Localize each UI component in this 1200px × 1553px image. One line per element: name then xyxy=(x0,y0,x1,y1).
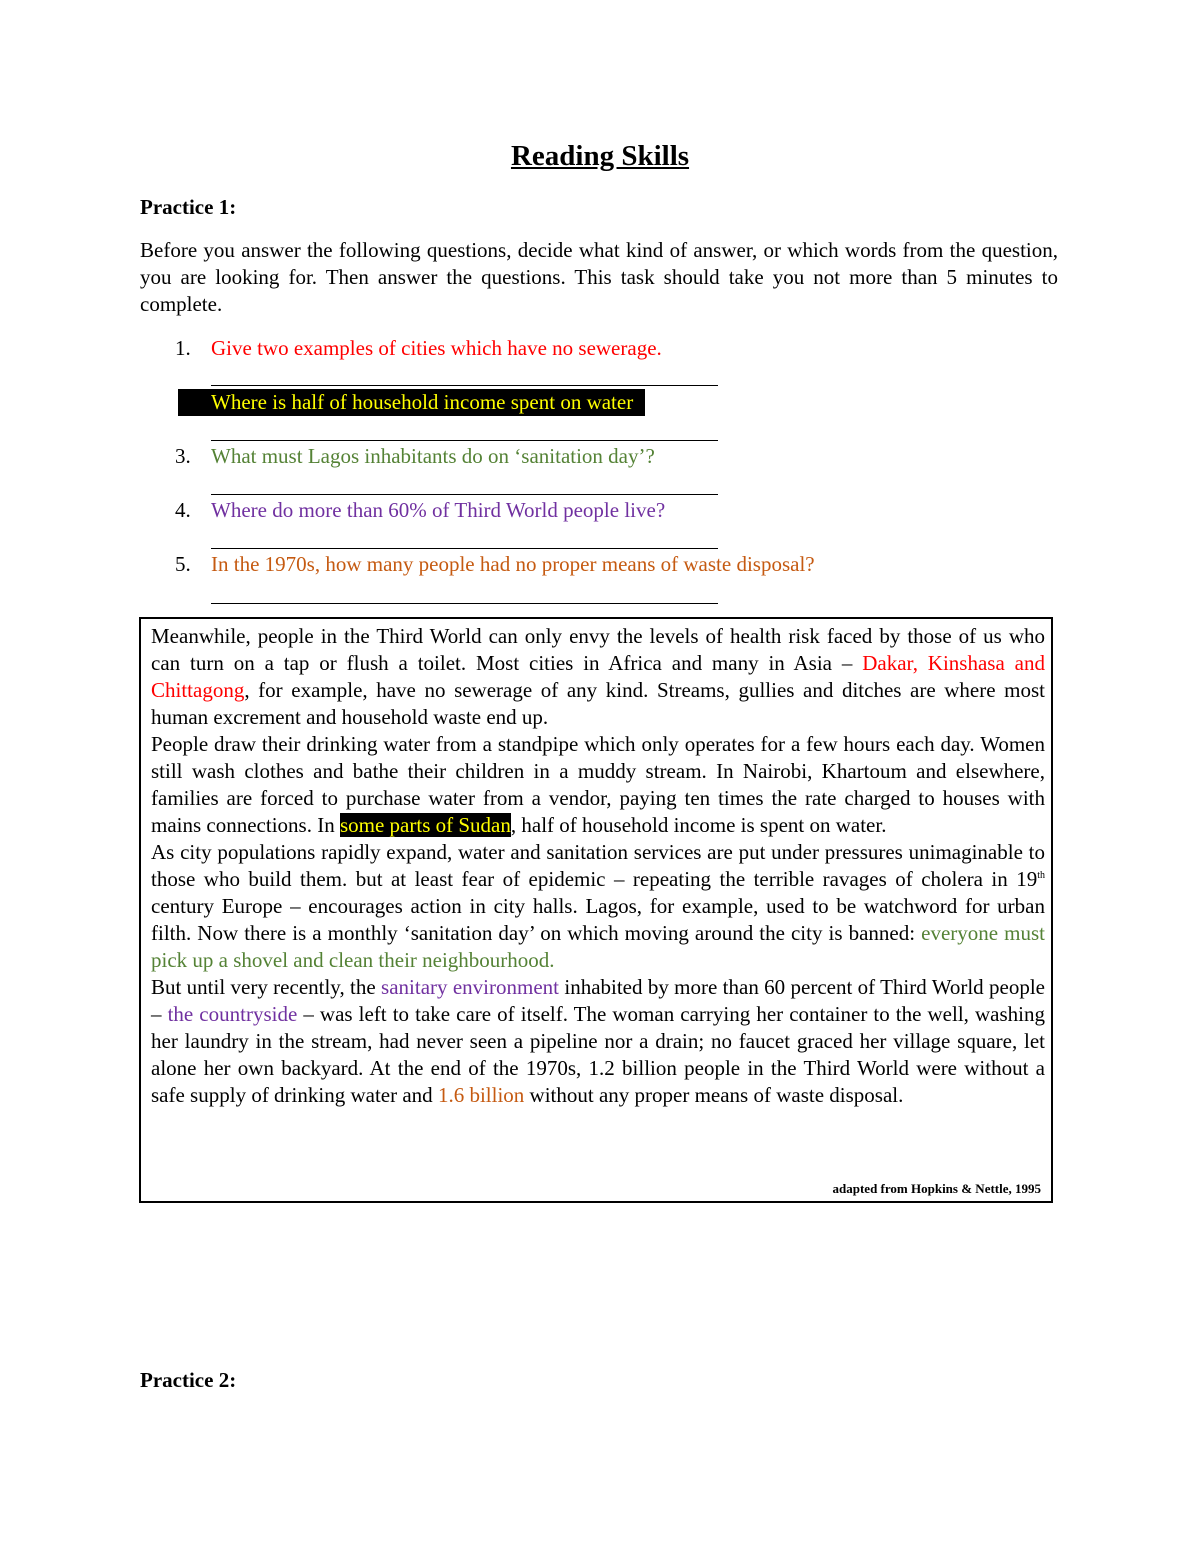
answer-waste-disposal: 1.6 billion xyxy=(437,1083,525,1107)
question-number: 1. xyxy=(175,336,191,360)
answer-line-1[interactable] xyxy=(211,385,718,386)
question-3 xyxy=(175,443,655,470)
passage-paragraph-2 xyxy=(151,731,1045,839)
answer-cities: Dakar, Kinshasa and Chittagong xyxy=(151,651,1045,702)
citation: adapted from Hopkins & Nettle, 1995 xyxy=(832,1181,1041,1196)
passage-text: , half of household income is spent on water. xyxy=(510,813,887,837)
question-text: In the 1970s, how many people had no proper means of waste disposal? xyxy=(211,552,815,576)
reading-passage-box xyxy=(139,617,1053,1203)
practice-2-heading: Practice 2: xyxy=(140,1368,237,1392)
answer-line-2[interactable] xyxy=(211,440,718,441)
passage-text: People draw their drinking water from a standpipe which only operates for a few hours each day. Women still wash clothes and bathe their children in a muddy stream. In Nairobi, Khartoum and elsewhere, families are forced to purchase water from a vendor, paying ten times the rate charged to houses with mains connections. In xyxy=(151,732,1045,837)
passage-paragraph-1 xyxy=(151,623,1045,731)
instructions: Before you answer the following questions, decide what kind of answer, or which words from the question, you are looking for. Then answer the questions. This task should take you not more than 5 minutes to complete. xyxy=(140,238,1058,316)
passage-text: , for example, have no sewerage of any kind. Streams, gullies and ditches are where most human excrement and household waste end up. xyxy=(151,678,1045,729)
answer-line-5[interactable] xyxy=(211,603,718,604)
keyword-sanitary-environment: sanitary environment xyxy=(381,975,560,999)
question-text: Where is half of household income spent on water xyxy=(211,390,634,414)
page-title: Reading Skills xyxy=(510,140,690,172)
answer-sanitation-day: everyone must pick up a shovel and clean their neighbourhood. xyxy=(151,921,1045,972)
question-4 xyxy=(175,497,665,524)
answer-countryside: the countryside xyxy=(167,1002,298,1026)
ordinal-suffix: th xyxy=(1037,870,1045,881)
passage-paragraph-3 xyxy=(151,839,1045,974)
question-text: What must Lagos inhabitants do on ‘sanitation day’? xyxy=(211,444,655,468)
reading-passage xyxy=(151,623,1045,1109)
passage-paragraph-4 xyxy=(151,974,1045,1109)
answer-line-4[interactable] xyxy=(211,548,718,549)
passage-text: But until very recently, the xyxy=(151,975,382,999)
question-1 xyxy=(175,335,662,362)
passage-text: century Europe – encourages action in city halls. Lagos, for example, used to be watchword for urban filth. Now there is a monthly ‘sanitation day’ on which moving around the city is banned: xyxy=(151,894,1045,945)
answer-line-3[interactable] xyxy=(211,494,718,495)
question-text: Where do more than 60% of Third World people live? xyxy=(211,498,666,522)
question-number: 4. xyxy=(175,498,191,522)
passage-text: without any proper means of waste disposal. xyxy=(524,1083,904,1107)
passage-text: As city populations rapidly expand, water and sanitation services are put under pressures unimaginable to those who build them. but at least fear of epidemic – repeating the terrible ravages of cholera in 19 xyxy=(151,840,1045,891)
passage-text: – was left to take care of itself. The woman carrying her container to the well, washing her laundry in the stream, had never seen a pipeline nor a drain; no faucet graced her village square, let alone her own backyard. At the end of the 1970s, 1.2 billion people in the Third World were without a safe supply of drinking water and xyxy=(151,1002,1045,1107)
question-number: 3. xyxy=(175,444,191,468)
passage-text: Meanwhile, people in the Third World can only envy the levels of health risk faced by those of us who can turn on a tap or flush a toilet. Most cities in Africa and many in Asia – xyxy=(151,624,1045,675)
question-number: 5. xyxy=(175,552,191,576)
passage-text: inhabited by more than 60 percent of Third World people – xyxy=(151,975,1046,1026)
question-2 xyxy=(178,389,645,416)
question-5 xyxy=(175,551,815,578)
question-text: Give two examples of cities which have no sewerage. xyxy=(211,336,662,360)
practice-1-heading: Practice 1: xyxy=(140,195,237,219)
answer-sudan: some parts of Sudan xyxy=(339,813,511,837)
